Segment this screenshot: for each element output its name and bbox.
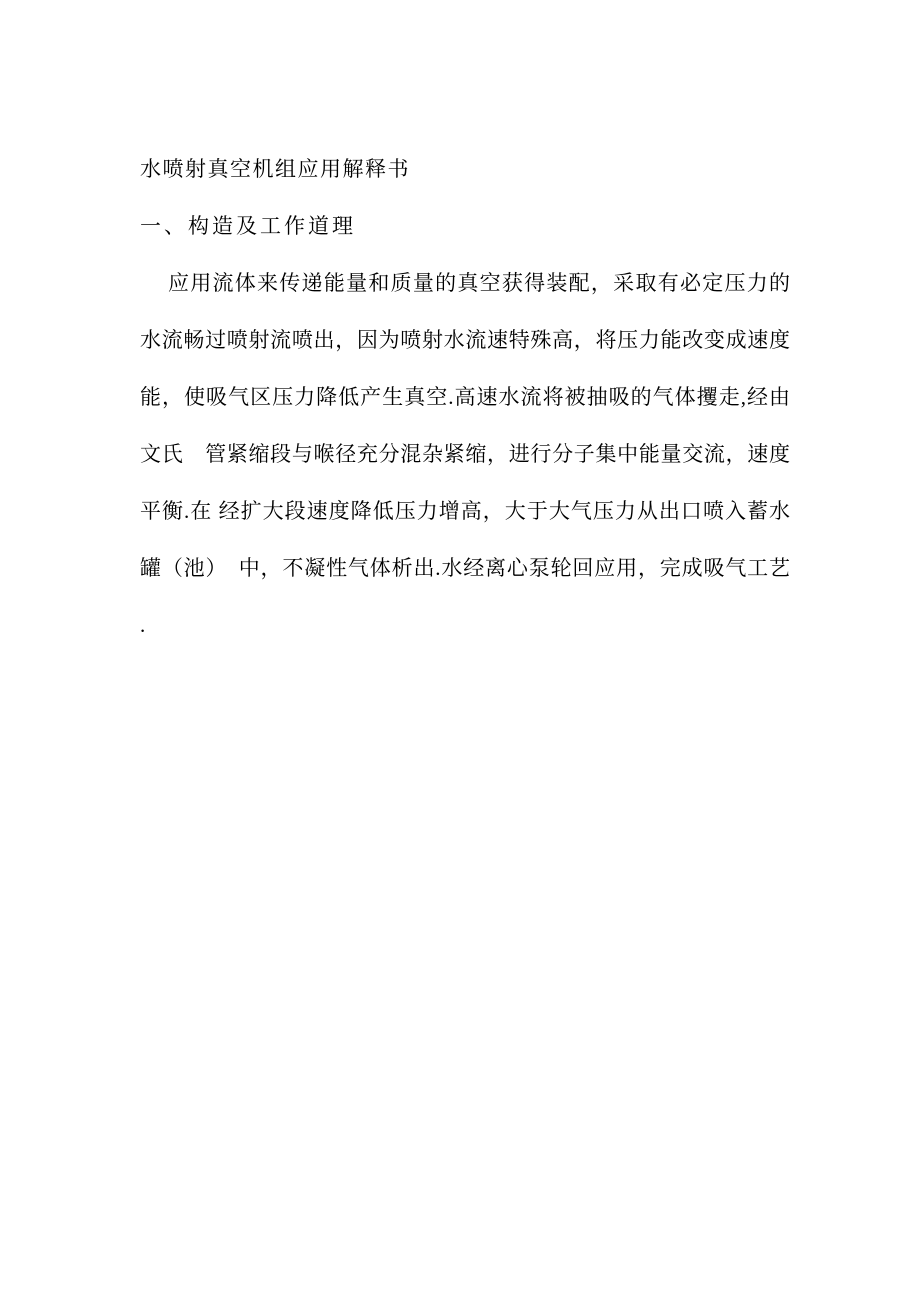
- paragraph-line: 水流畅过喷射流喷出，因为喷射水流速特殊高，将压力能改变成速度: [140, 328, 790, 352]
- paragraph-line: 罐（池） 中，不凝性气体析出.水经离心泵轮回应用，完成吸气工艺: [140, 556, 790, 580]
- paragraph-line: 平衡.在 经扩大段速度降低压力增高，大于大气压力从出口喷入蓄水: [140, 499, 790, 523]
- paragraph-line: 应用流体来传递能量和质量的真空获得装配，采取有必定压力的: [168, 271, 790, 295]
- paragraph-line: 文氏 管紧缩段与喉径充分混杂紧缩，进行分子集中能量交流，速度: [140, 442, 790, 466]
- document-title: 水喷射真空机组应用解释书: [140, 157, 410, 181]
- section-heading: 一、构造及工作道理: [140, 214, 356, 238]
- paragraph-line: 能，使吸气区压力降低产生真空.高速水流将被抽吸的气体攫走,经由: [140, 385, 790, 409]
- paragraph-line: .: [140, 613, 146, 637]
